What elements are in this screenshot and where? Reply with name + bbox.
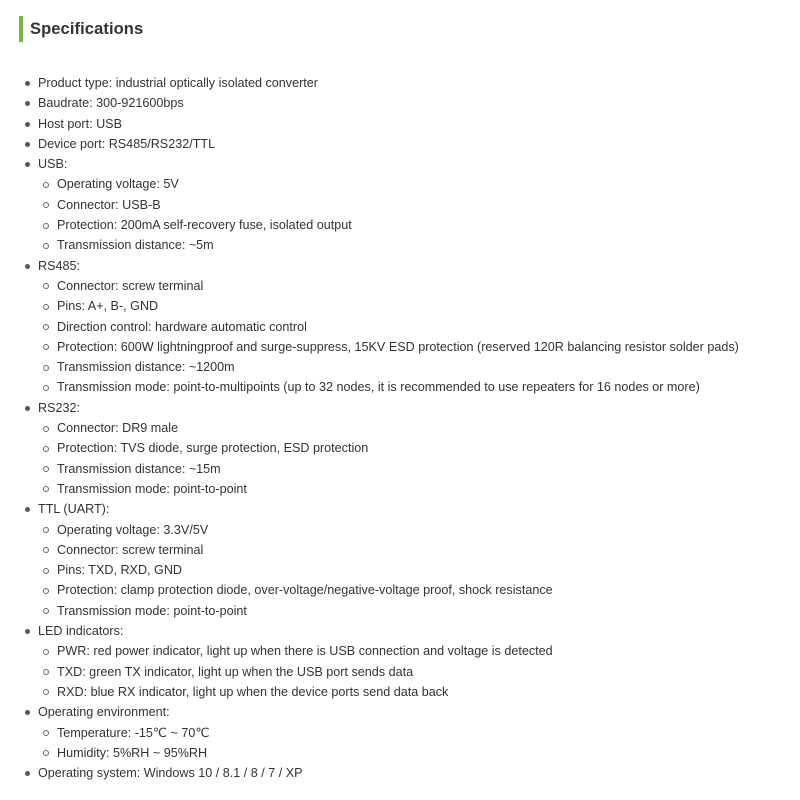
spec-subitem: Pins: TXD, RXD, GND — [38, 560, 800, 580]
spec-item-text: Product type: industrial optically isolated converter — [38, 76, 319, 90]
spec-subitem: Operating voltage: 3.3V/5V — [38, 520, 800, 540]
spec-subitem: Protection: 200mA self-recovery fuse, isolated output — [38, 215, 800, 235]
spec-item-text: RS485: — [38, 258, 81, 273]
spec-item-text: Operating environment: — [38, 705, 170, 720]
spec-item-text: USB: — [38, 157, 68, 172]
spec-sublist — [38, 520, 800, 621]
spec-subitem: TXD: green TX indicator, light up when the USB port sends data — [38, 662, 800, 682]
spec-subitem: PWR: red power indicator, light up when there is USB connection and voltage is detected — [38, 641, 800, 661]
spec-item — [0, 73, 800, 93]
spec-item — [0, 114, 800, 134]
spec-subitem: Connector: DR9 male — [38, 418, 800, 438]
spec-item — [0, 398, 800, 499]
spec-subitem: Protection: clamp protection diode, over-voltage/negative-voltage proof, shock resistance — [38, 580, 800, 600]
spec-subitem: Protection: TVS diode, surge protection, ESD protection — [38, 438, 800, 458]
heading-accent-bar — [19, 16, 23, 42]
spec-subitem: Connector: screw terminal — [38, 540, 800, 560]
section-title: Specifications — [30, 19, 144, 38]
spec-item-text: RS232: — [38, 400, 81, 415]
spec-subitem: Pins: A+, B-, GND — [38, 296, 800, 316]
spec-subitem: Transmission distance: ~5m — [38, 235, 800, 255]
spec-subitem: Transmission distance: ~15m — [38, 459, 800, 479]
spec-item-text: LED indicators: — [38, 624, 124, 639]
spec-subitem: Transmission mode: point-to-multipoints (up to 32 nodes, it is recommended to use repeaters for 16 nodes or more) — [38, 377, 800, 397]
spec-subitem: Temperature: -15℃ ~ 70℃ — [38, 723, 800, 743]
spec-subitem: Direction control: hardware automatic control — [38, 317, 800, 337]
spec-subitem: Transmission mode: point-to-point — [38, 601, 800, 621]
spec-item — [0, 154, 800, 255]
spec-item-text: Operating system: Windows 10 / 8.1 / 8 / 7 / XP — [38, 766, 303, 781]
spec-item-text: TTL (UART): — [38, 502, 110, 517]
spec-item-text: Host port: USB — [38, 116, 122, 131]
spec-subitem: Humidity: 5%RH ~ 95%RH — [38, 743, 800, 763]
spec-sublist — [38, 723, 800, 764]
spec-sublist — [38, 174, 800, 255]
spec-sublist — [38, 418, 800, 499]
spec-item — [0, 93, 800, 113]
spec-item — [0, 134, 800, 154]
spec-subitem: Operating voltage: 5V — [38, 174, 800, 194]
spec-subitem: Connector: USB-B — [38, 195, 800, 215]
spec-item — [0, 702, 800, 763]
spec-subitem: Connector: screw terminal — [38, 276, 800, 296]
spec-item-text: Device port: RS485/RS232/TTL — [38, 136, 216, 151]
spec-subitem: Transmission mode: point-to-point — [38, 479, 800, 499]
spec-sublist — [38, 641, 800, 702]
spec-subitem: Transmission distance: ~1200m — [38, 357, 800, 377]
section-heading — [19, 16, 143, 42]
spec-item — [0, 256, 800, 398]
spec-subitem: Protection: 600W lightningproof and surge-suppress, 15KV ESD protection (reserved 120R balancing resistor solder pads) — [38, 337, 800, 357]
spec-item — [0, 763, 800, 783]
spec-list — [0, 73, 800, 783]
spec-subitem: RXD: blue RX indicator, light up when the device ports send data back — [38, 682, 800, 702]
spec-item-text: Baudrate: 300-921600bps — [38, 96, 184, 111]
spec-item — [0, 621, 800, 702]
spec-item — [0, 499, 800, 621]
spec-sublist — [38, 276, 800, 398]
